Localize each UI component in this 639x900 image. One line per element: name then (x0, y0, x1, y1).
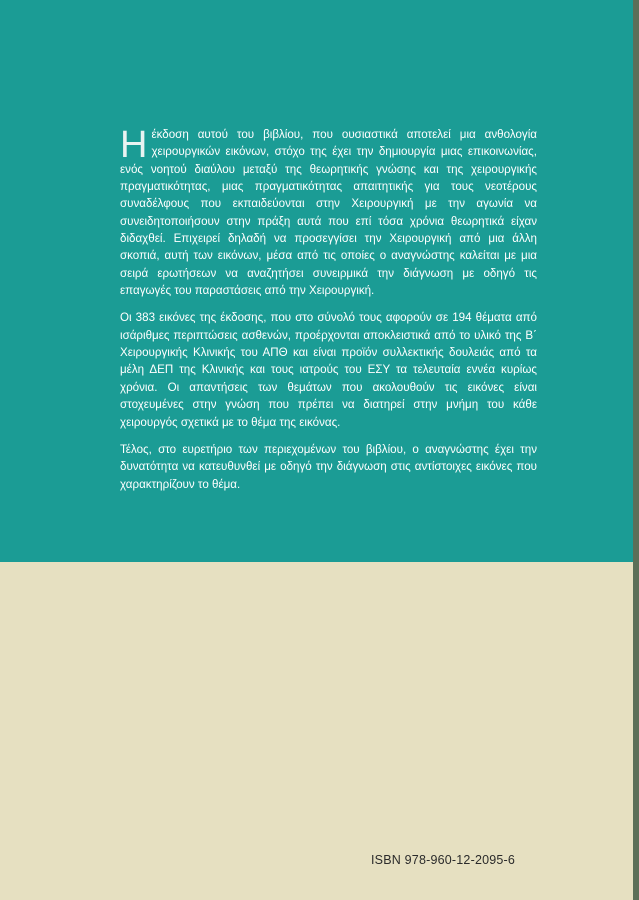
blurb-text (120, 126, 537, 503)
blurb-paragraph-1 (120, 126, 537, 299)
blurb-paragraph-3: Τέλος, στο ευρετήριο των περιεχομένων του βιβλίου, ο αναγνώστης έχει την δυνατότητα να κατευθυνθεί με οδηγό την διάγνωση στις αντίστοιχες εικόνες που χαρακτηρίζουν το θέμα. (120, 442, 537, 491)
blurb-paragraph-1-text: έκδοση αυτού του βιβλίου, που ουσιαστικά αποτελεί μια ανθολογία χειρουργικών εικόνων, στόχο της έχει την δημιουργία μιας επικοινωνίας, ενός νοητού διαύλου μεταξύ της θεωρητικής γνώσης και της χειρουργικής πραγματικότητας, μιας πραγματικότητας απαιτητικής για τους νεοτέρους συναδέλφους που εκπαιδεύονται στην Χειρουργική με την αγωνία να συνειδητοποιήσουν στην πράξη αυτά που επί τόσα χρόνια θεωρητικά είχαν διδαχθεί. Επιχειρεί δηλαδή να προσεγγίσει την Χειρουργική από μια άλλη σκοπιά, αυτή των εικόνων, μέσα από τις οποίες ο αναγνώστης καλείται με μια σειρά ερωτήσεων να αναζητήσει συνειρμικά την διάγνωση με οδηγό τις επαγωγές του παραστάσεις από την Χειρουργική. (120, 128, 537, 298)
drop-cap: Η (120, 124, 148, 166)
isbn-number: ISBN 978-960-12-2095-6 (371, 853, 516, 867)
blurb-paragraph-2: Οι 383 εικόνες της έκδοσης, που στο σύνολό τους αφορούν σε 194 θέματα από ισάριθμες περιπτώσεις ασθενών, προέρχονται αποκλειστικά από το υλικό της Β΄ Χειρουργικής Κλινικής του ΑΠΘ και είναι προϊόν συλλεκτικής δουλειάς από τα μέλη ΔΕΠ της Κλινικής και τους ιατρούς του ΕΣΥ τα τελευταία εννέα κυρίως χρόνια. Οι απαντήσεις των θεμάτων που ακολουθούν τις εικόνες είναι στοχευμένες στην γνώση που πρέπει να διατηρεί στην μνήμη του κάθε χειρουργός σχετικά με το θέμα της εικόνας. (120, 311, 537, 429)
spine-edge (633, 0, 639, 900)
